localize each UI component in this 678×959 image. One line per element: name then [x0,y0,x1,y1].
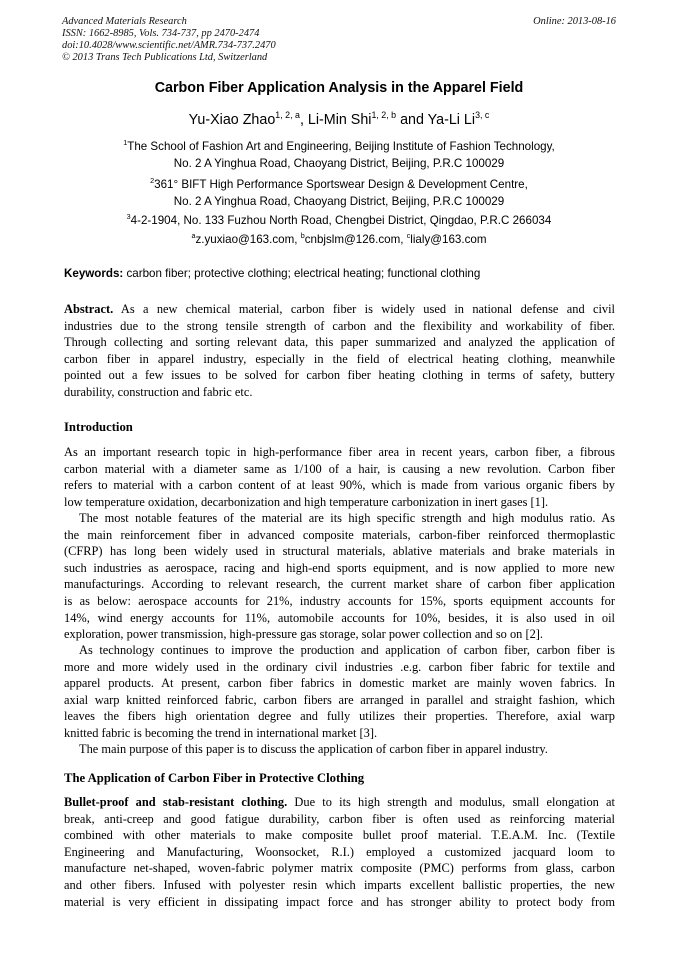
body-line: (CFRP) has long been widely used in structural materials, ablative materials and brake materials in [64,544,615,559]
affiliation-number: 2 [150,176,155,186]
abstract-line: industries due to the strong tensile strength of carbon and the flexibility and workability of fiber. [64,318,615,333]
author-separator: and [396,112,428,128]
affiliation-number: 3 [126,212,131,222]
email-address: z.yuxiao@163.com, [195,233,301,246]
body-line: The most notable features of the material are its high specific strength and high modulus ratio. As [79,511,615,525]
affiliation-line: The School of Fashion Art and Engineering, Beijing Institute of Fashion Technology, [127,140,555,153]
journal-header [62,16,276,64]
paper-title: Carbon Fiber Application Analysis in the Apparel Field [154,80,524,96]
affiliation-3 [0,212,678,229]
keywords [64,267,616,280]
body-line: the main reinforcement fiber in advanced composite materials, carbon-fiber reinforced thermoplastic [64,527,615,542]
body-line: manufacturings. According to relevant research, the current market share of carbon fiber application [64,577,615,592]
intro-paragraph-4 [64,741,615,758]
body-line: As an important research topic in high-performance fiber area in recent years, carbon fiber, a fibrous [64,445,615,459]
body-line: As technology continues to improve the production and application of carbon fiber, carbon fiber is [79,643,615,657]
body-line: such industries as aerospace, racing and high-end sports equipment, and is now applied to more new [64,560,615,575]
online-date: Online: 2013-08-16 [533,16,616,27]
author-line [0,112,678,128]
abstract-line: Through collecting and sorting relevant data, this paper summarized and analyzed the application of [64,335,615,350]
body-line: combined with other materials to make composite bullet proof material. T.E.A.M. Inc. (Textile [64,828,615,843]
body-line: material is very efficient in dissipating impact force and has stronger ability to protect body from [64,894,615,909]
body-line: carbon material with a diameter same as 1/100 of a hair, is causing a new revolution. Carbon fiber [64,461,615,476]
author-affiliation-mark: 3, c [475,110,490,121]
intro-paragraph-1 [64,444,615,510]
body-line: leaves the fibers high orientation degree and fully utilizes their properties. Therefore, axial warp [64,709,615,724]
author-name: Yu-Xiao Zhao [188,112,276,128]
journal-name: Advanced Materials Research [62,16,187,27]
author-separator: , [299,112,308,128]
author-name: Li-Min Shi [307,112,372,128]
author-affiliation-mark: 1, 2, b [371,110,397,121]
abstract-label: Abstract. [64,302,114,316]
abstract-line: carbon fiber in apparel industry, especially in the field of electrical heating clothing, meanwhile [64,351,615,366]
affiliation-line: 4-2-1904, No. 133 Fuzhou North Road, Chengbei District, Qingdao, P.R.C 266034 [130,214,552,227]
copyright-line: © 2013 Trans Tech Publications Ltd, Switzerland [62,52,268,63]
body-line: axial warp knitted reinforced fabric, carbon fibers are arranged in parallel and straight fashion, which [64,692,615,707]
author-name: Ya-Li Li [427,112,476,128]
email-mark: a [191,231,196,241]
abstract-paragraph [64,301,615,401]
affiliation-line: No. 2 A Yinghua Road, Chaoyang District, Beijing, P.R.C 100029 [173,157,505,170]
abstract-line: As a new chemical material, carbon fiber is widely used in national defense and civil [113,302,615,316]
keywords-label: Keywords: [64,267,124,280]
intro-paragraph-2 [64,510,615,643]
affiliation-number: 1 [123,138,128,148]
body-line: apparel products. At present, carbon fiber fabrics in domestic market are mainly woven fabrics. In [64,676,615,691]
intro-paragraph-3 [64,642,615,742]
body-line: exploration, power transmission, high-pressure gas storage, solar power collection and so on [2]. [64,627,543,642]
body-line: The main purpose of this paper is to discuss the application of carbon fiber in apparel industry. [79,742,548,756]
subsection-lead: Bullet-proof and stab-resistant clothing. [64,795,288,809]
body-line: Engineering and Manufacturing, Woonsocket, R.I.) employed a customized jacquard loom to [64,844,615,859]
affiliation-1 [0,138,678,172]
email-address: lialy@163.com [410,233,487,246]
body-line: manufacture net-shaped, woven-fabric polymer matrix composite (PMC) performs from glass, carbon [64,861,615,876]
abstract-line: pointed out a few issues to be solved for carbon fiber heating clothing in terms of safety, buttery [64,368,615,383]
body-line: knitted fabric is becoming the trend in international market [3]. [64,725,378,740]
body-line: is as below: aerospace accounts for 21%, industry accounts for 15%, sports equipment accounts for [64,593,615,608]
keywords-text: carbon fiber; protective clothing; electrical heating; functional clothing [123,267,481,280]
email-mark: c [406,231,411,241]
email-mark: b [300,231,305,241]
abstract-line: durability, construction and fabric etc. [64,384,253,399]
author-affiliation-mark: 1, 2, a [275,110,300,121]
section-paragraph-bullet-proof [64,794,615,910]
section-heading-protective-clothing: The Application of Carbon Fiber in Protective Clothing [64,771,365,785]
issn-line: ISSN: 1662-8985, Vols. 734-737, pp 2470-2474 [62,28,260,39]
body-line: Due to its high strength and modulus, small elongation at [287,795,615,809]
body-line: more and more widely used in the ordinary civil industries .e.g. carbon fiber fabric for textile and [64,659,615,674]
body-line: and other fibers. Infused with polyester resin which imparts excellent ballistic properties, the new [64,877,615,892]
introduction-heading: Introduction [64,420,133,434]
body-line: break, anti-creep and good fatigue durability, carbon fiber is often used as reinforcing material [64,811,615,826]
doi-line: doi:10.4028/www.scientific.net/AMR.734-737.2470 [62,40,276,51]
affiliation-line: No. 2 A Yinghua Road, Chaoyang District, Beijing, P.R.C 100029 [173,195,505,208]
body-line: 14%, wind energy accounts for 11%, automobile accounts for 10%, besides, it is also used in oil [64,610,615,625]
body-line: refers to material with a carbon content of at least 90%, which is made from various organic fibers by [64,478,615,493]
body-line: low temperature oxidation, decarbonization and high temperature carbonization in inert gases [1]. [64,494,549,509]
affiliation-2 [0,176,678,210]
email-address: cnbjslm@126.com, [304,233,407,246]
affiliation-line: 361° BIFT High Performance Sportswear Design & Development Centre, [154,178,528,191]
email-line [0,233,678,246]
